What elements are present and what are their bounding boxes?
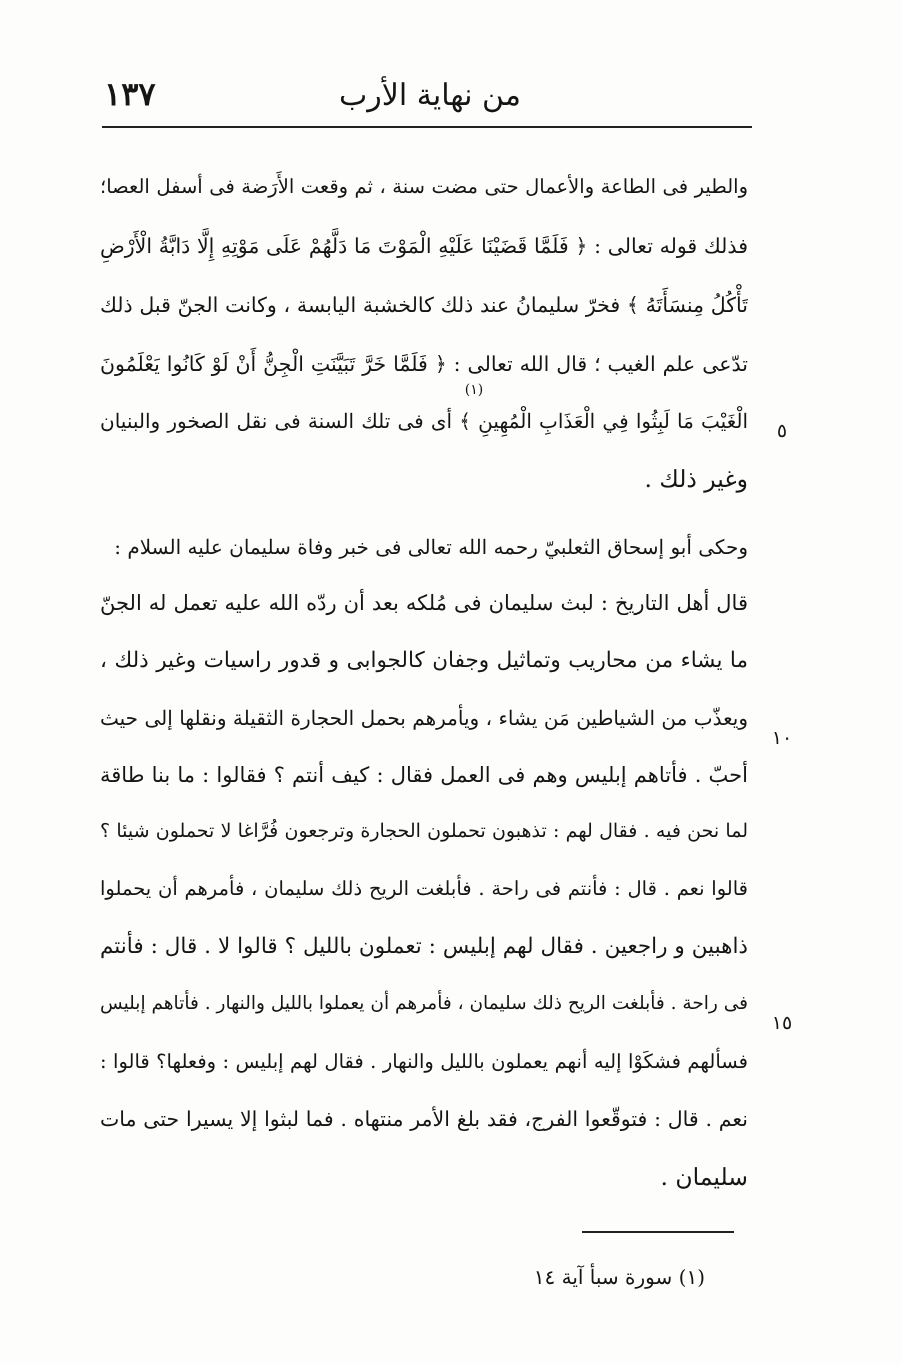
line-number-margin: ٥ bbox=[776, 420, 788, 442]
text-line: نعم . قال : فتوقّعوا الفرج، فقد بلغ الأمر منتهاه . فما لبثوا إلا يسيرا حتى مات bbox=[100, 1107, 748, 1131]
running-header-title: من نهاية الأرب bbox=[339, 78, 521, 113]
text-line: لما نحن فيه . فقال لهم : تذهبون تحملون الحجارة وترجعون فُرَّاغا لا تحملون شيئا ؟ bbox=[100, 820, 748, 842]
line-number-margin: ١٥ bbox=[771, 1012, 793, 1034]
text-line: ويعذّب من الشياطين مَن يشاء ، ويأمرهم بحمل الحجارة الثقيلة ونقلها إلى حيث bbox=[100, 706, 748, 730]
text-line: تدّعى علم الغيب ؛ قال الله تعالى : ﴿ فَلَمَّا خَرَّ تَبَيَّنَتِ الْجِنُّ أَنْ لَوْ كَانُوا يَعْلَمُونَ bbox=[100, 352, 748, 376]
footnote-rule bbox=[582, 1231, 734, 1233]
footnote: (١) سورة سبأ آية ١٤ bbox=[533, 1265, 705, 1289]
header-rule bbox=[102, 126, 752, 128]
text-line: الْغَيْبَ مَا لَبِثُوا فِي الْعَذَابِ الْمُهِينِ ﴾ أى فى تلك السنة فى نقل الصخور والبنيان bbox=[100, 409, 748, 433]
text-line: وحكى أبو إسحاق الثعلبيّ رحمه الله تعالى فى خبر وفاة سليمان عليه السلام : bbox=[114, 535, 748, 559]
text-line: فسألهم فشكَوْا إليه أنهم يعملون بالليل والنهار . فقال لهم إبليس : وفعلها؟ قالوا : bbox=[100, 1050, 748, 1073]
text-line: تَأْكُلُ مِنسَأَتَهُ ﴾ فخرّ سليمانُ عند ذلك كالخشبة اليابسة ، وكانت الجنّ قبل ذلك bbox=[100, 293, 748, 317]
text-line: سليمان . bbox=[660, 1163, 748, 1191]
page-number: ١٣٧ bbox=[104, 75, 156, 113]
line-number-margin: ١٠ bbox=[771, 727, 793, 749]
text-line: ما يشاء من محاريب وتماثيل وجفان كالجوابى و قدور راسيات وغير ذلك ، bbox=[100, 648, 748, 673]
text-line: فذلك قوله تعالى : ﴿ فَلَمَّا قَضَيْنَا عَلَيْهِ الْمَوْتَ مَا دَلَّهُمْ عَلَى مَوْتِهِ إِلَّا دَابَّةُ الْأَرْضِ bbox=[100, 234, 748, 258]
text-line: أحبّ . فأتاهم إبليس وهم فى العمل فقال : كيف أنتم ؟ فقالوا : ما بنا طاقة bbox=[100, 763, 748, 787]
text-line: فى راحة . فأبلغت الريح ذلك سليمان ، فأمرهم أن يعملوا بالليل والنهار . فأتاهم إبليس bbox=[100, 993, 748, 1014]
text-line: قال أهل التاريخ : لبث سليمان فى مُلكه بعد أن ردّه الله عليه تعمل له الجنّ bbox=[100, 591, 748, 615]
text-line: وغير ذلك . bbox=[644, 465, 748, 493]
text-line: ذاهبين و راجعين . فقال لهم إبليس : تعملون بالليل ؟ قالوا لا . قال : فأنتم bbox=[100, 934, 748, 959]
footnote-marker: (١) bbox=[464, 382, 484, 398]
text-line: قالوا نعم . قال : فأنتم فى راحة . فأبلغت الريح ذلك سليمان ، فأمرهم أن يحملوا bbox=[100, 877, 748, 900]
text-line: والطير فى الطاعة والأعمال حتى مضت سنة ، ثم وقعت الأَرَضة فى أسفل العصا؛ bbox=[100, 175, 748, 198]
